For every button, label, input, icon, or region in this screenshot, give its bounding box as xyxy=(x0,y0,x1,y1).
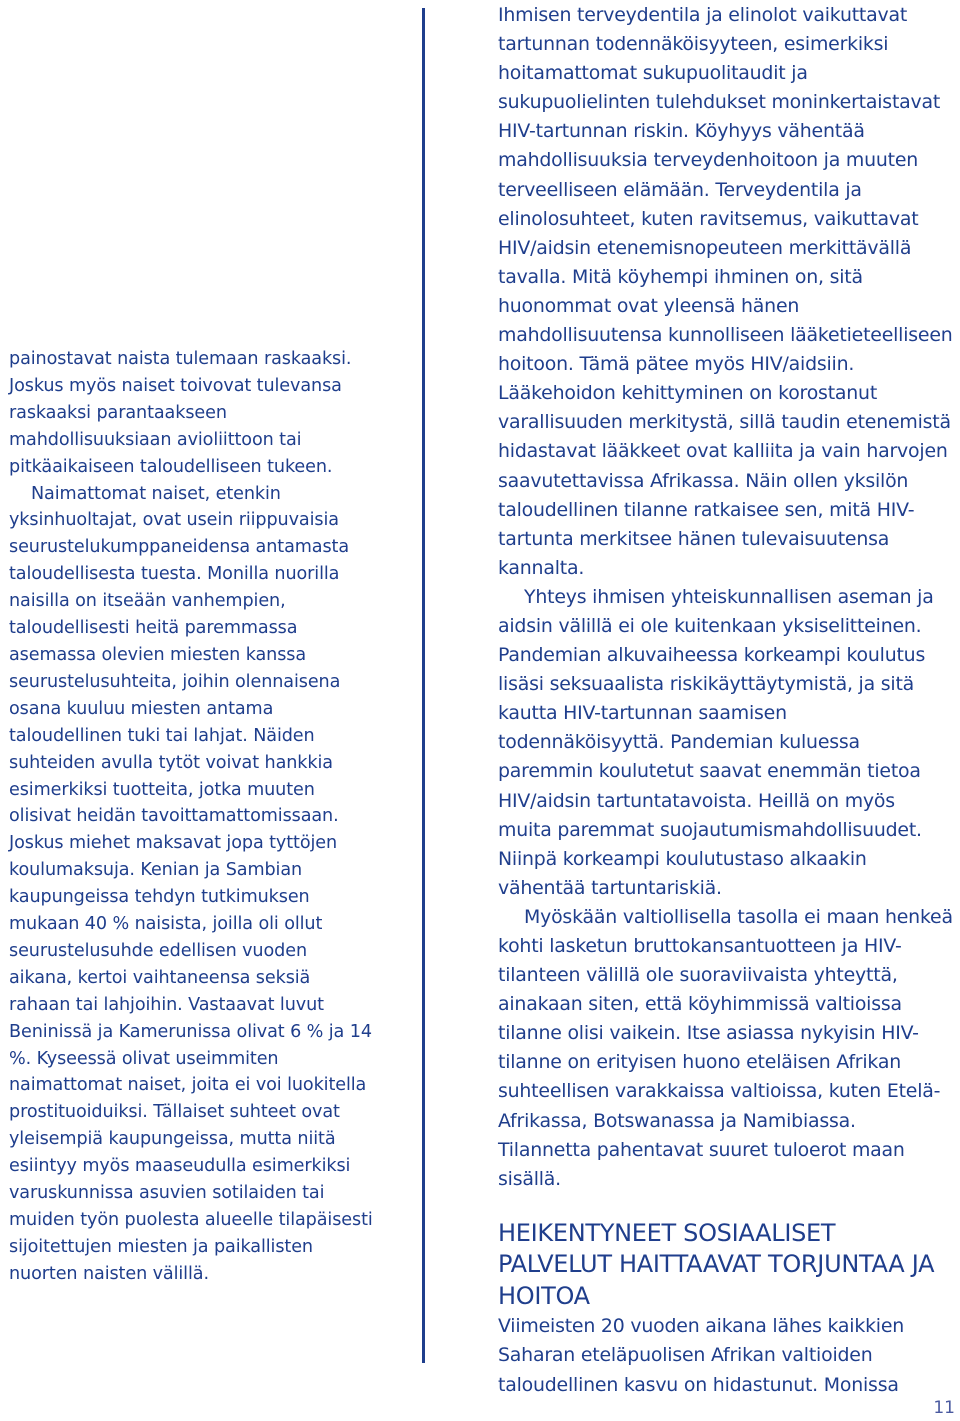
paragraph: Yhteys ihmisen yhteiskunnallisen aseman ja aidsin välillä ei ole kuitenkaan yksiselitteinen. Pandemian alkuvaiheessa korkeampi koulutus lisäsi seksuaalista riskikäyttäytymistä, ja sitä kautta HIV-tartunnan saamisen todennäköisyyttä. Pandemian kuluessa paremmin koulutetut saavat enemmän tietoa HIV/aidsin tartuntatavoista. Heillä on myös muita paremmat suojautumismahdollisuudet. Niinpä korkeampi koulutustaso alkaakin vähentää tartuntariskiä. xyxy=(498,585,934,899)
paragraph: Naimattomat naiset, etenkin yksinhuoltajat, ovat usein riippuvaisia seurustelukumppaneidensa antamasta taloudellisesta tuesta. Monilla nuorilla naisilla on itseään vanhempien, taloudellisesti heitä paremmassa asemassa olevien miesten kanssa seurustelusuhteita, joihin olennaisena osana kuuluu miesten antama taloudellinen tuki tai lahjat. Näiden suhteiden avulla tytöt voivat hankkia esimerkiksi tuotteita, jotka muuten olisivat heidän tavoittamattomissaan. Joskus miehet maksavat jopa tyttöjen koulumaksuja. Kenian ja Sambian kaupungeissa tehdyn tutkimuksen mukaan 40 % naisista, joilla oli ollut seurustelusuhde edellisen vuoden aikana, kertoi vaihtaneensa seksiä rahaan tai lahjoihin. Vastaavat luvut Beninissä ja Kamerunissa olivat 6 % ja 14 %. Kyseessä olivat useimmiten naimattomat naiset, joita ei voi luokitella prostituoiduiksi. Tällaiset suhteet ovat yleisempiä kaupungeissa, mutta niitä esiintyy myös maaseudulla esimerkiksi varuskunnissa asuvien sotilaiden tai muiden työn puolesta alueelle tilapäisesti sijoitettujen miesten ja paikallisten nuorten naisten välillä. xyxy=(9,483,373,1284)
paragraph: Viimeisten 20 vuoden aikana lähes kaikkien Saharan eteläpuolisen Afrikan valtioiden taloudellinen kasvu on hidastunut. Monissa xyxy=(498,1315,905,1396)
column-divider xyxy=(422,8,425,1363)
paragraph: Ihmisen terveydentila ja elinolot vaikuttavat tartunnan todennäköisyyteen, esimerkiksi hoitamattomat sukupuolitaudit ja sukupuolielinten tulehdukset moninkertaistavat HIV-tartunnan riskin. Köyhyys vähentää mahdollisuuksia terveydenhoitoon ja muuten terveelliseen elämään. Terveydentila ja elinolosuhteet, kuten ravitsemus, vaikuttavat HIV/aidsin etenemisnopeuteen merkittävällä tavalla. Mitä köyhempi ihminen on, sitä huonommat ovat yleensä hänen mahdollisuutensa kunnolliseen lääketieteelliseen hoitoon. Tämä pätee myös HIV/aidsiin. Lääkehoidon kehittyminen on korostanut varallisuuden merkitystä, sillä taudin etenemistä hidastavat lääkkeet ovat kalliita ja vain harvojen saavutettavissa Afrikassa. Näin ollen yksilön taloudellinen tilanne ratkaisee sen, mitä HIV-tartunta merkitsee hänen tulevaisuutensa kannalta. xyxy=(498,4,953,579)
paragraph: painostavat naista tulemaan raskaaksi. Joskus myös naiset toivovat tulevansa raskaaksi parantaakseen mahdollisuuksiaan avioliittoon tai pitkäaikaiseen taloudelliseen tukeen. xyxy=(9,349,352,477)
page-number: 11 xyxy=(933,1398,955,1418)
left-column xyxy=(9,346,374,1288)
section-heading: HEIKENTYNEET SOSIAALISET PALVELUT HAITTAAVAT TORJUNTAA JA HOITOA xyxy=(498,1218,935,1310)
paragraph: Myöskään valtiollisella tasolla ei maan henkeä kohti lasketun bruttokansantuotteen ja HIV-tilanteen välillä ole suoraviivaista yhteyttä, ainakaan siten, että köyhimmissä valtioissa tilanne olisi vaikein. Itse asiassa nykyisin HIV-tilanne on erityisen huono eteläisen Afrikan suhteellisen varakkaissa valtioissa, kuten Etelä-Afrikassa, Botswanassa ja Namibiassa. Tilannetta pahentavat suuret tuloerot maan sisällä. xyxy=(498,905,953,1190)
right-column xyxy=(498,1,954,1400)
